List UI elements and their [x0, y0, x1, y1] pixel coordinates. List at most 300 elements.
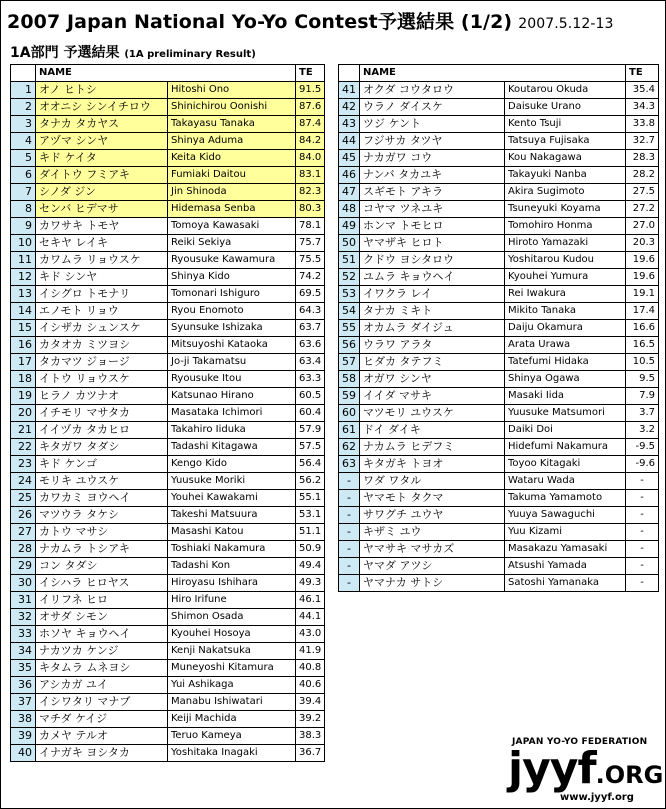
- te-score-cell: 34.3: [626, 99, 659, 116]
- table-row: [11, 677, 325, 694]
- roman-name-cell: Akira Sugimoto: [505, 184, 626, 201]
- kana-name-cell: カタオカ ミツヨシ: [36, 337, 168, 354]
- name-header: NAME: [36, 65, 296, 82]
- rank-cell: 6: [11, 167, 36, 184]
- kana-name-cell: センバ ヒデマサ: [36, 201, 168, 218]
- te-score-cell: 41.9: [296, 643, 325, 660]
- rank-cell: -: [339, 575, 360, 592]
- table-row: [339, 252, 659, 269]
- te-score-cell: 19.6: [626, 252, 659, 269]
- rank-cell: 33: [11, 626, 36, 643]
- roman-name-cell: Teruo Kameya: [168, 728, 296, 745]
- kana-name-cell: アシカガ ユイ: [36, 677, 168, 694]
- roman-name-cell: Wataru Wada: [505, 473, 626, 490]
- kana-name-cell: ユムラ キョウヘイ: [360, 269, 505, 286]
- table-row: [11, 99, 325, 116]
- roman-name-cell: Koutarou Okuda: [505, 82, 626, 99]
- kana-name-cell: マツモリ ユウスケ: [360, 405, 505, 422]
- roman-name-cell: Yuusuke Moriki: [168, 473, 296, 490]
- table-row: [339, 269, 659, 286]
- table-row: [11, 456, 325, 473]
- table-row: [339, 235, 659, 252]
- kana-name-cell: イシザカ シュンスケ: [36, 320, 168, 337]
- table-row: [11, 439, 325, 456]
- kana-name-cell: ヤマサキ マサカズ: [360, 541, 505, 558]
- te-score-cell: 39.2: [296, 711, 325, 728]
- te-score-cell: 57.9: [296, 422, 325, 439]
- roman-name-cell: Takahiro Iiduka: [168, 422, 296, 439]
- table-row: [339, 439, 659, 456]
- kana-name-cell: コン タダシ: [36, 558, 168, 575]
- kana-name-cell: イチモリ マサタカ: [36, 405, 168, 422]
- rank-cell: 46: [339, 167, 360, 184]
- rank-cell: 7: [11, 184, 36, 201]
- rank-cell: 17: [11, 354, 36, 371]
- roman-name-cell: Hidefumi Nakamura: [505, 439, 626, 456]
- te-score-cell: 87.6: [296, 99, 325, 116]
- roman-name-cell: Takayasu Tanaka: [168, 116, 296, 133]
- division-heading: [10, 42, 256, 62]
- table-row: [339, 558, 659, 575]
- roman-name-cell: Fumiaki Daitou: [168, 167, 296, 184]
- table-row: [11, 116, 325, 133]
- roman-name-cell: Keiji Machida: [168, 711, 296, 728]
- division-name: 1A部門 予選結果: [10, 45, 120, 61]
- rank-cell: 62: [339, 439, 360, 456]
- kana-name-cell: タナカ ミキト: [360, 303, 505, 320]
- table-row: [11, 524, 325, 541]
- kana-name-cell: ウラノ ダイスケ: [360, 99, 505, 116]
- logo-word: jyyf: [508, 743, 596, 794]
- table-row: [339, 575, 659, 592]
- kana-name-cell: クドウ ヨシタロウ: [360, 252, 505, 269]
- rank-cell: 30: [11, 575, 36, 592]
- table-row: [11, 507, 325, 524]
- kana-name-cell: キタムラ ムネヨシ: [36, 660, 168, 677]
- te-score-cell: 84.0: [296, 150, 325, 167]
- table-row: [11, 337, 325, 354]
- te-score-cell: 10.5: [626, 354, 659, 371]
- kana-name-cell: オサダ シモン: [36, 609, 168, 626]
- kana-name-cell: ヒダカ タテフミ: [360, 354, 505, 371]
- te-header: TE: [296, 65, 325, 82]
- roman-name-cell: Kento Tsuji: [505, 116, 626, 133]
- logo-suffix: .ORG: [595, 761, 664, 789]
- rank-cell: -: [339, 473, 360, 490]
- roman-name-cell: Hiroto Yamazaki: [505, 235, 626, 252]
- contest-date: 2007.5.12-13: [518, 16, 614, 32]
- kana-name-cell: イイダ マサキ: [360, 388, 505, 405]
- kana-name-cell: アヅマ シンヤ: [36, 133, 168, 150]
- kana-name-cell: イナガキ ヨシタカ: [36, 745, 168, 762]
- te-score-cell: 3.7: [626, 405, 659, 422]
- kana-name-cell: カワムラ リョウスケ: [36, 252, 168, 269]
- roman-name-cell: Satoshi Yamanaka: [505, 575, 626, 592]
- te-score-cell: 49.3: [296, 575, 325, 592]
- kana-name-cell: キタガワ タダシ: [36, 439, 168, 456]
- roman-name-cell: Takuma Yamamoto: [505, 490, 626, 507]
- kana-name-cell: ヤマモト タクマ: [360, 490, 505, 507]
- rank-cell: 37: [11, 694, 36, 711]
- rank-cell: 38: [11, 711, 36, 728]
- table-header-row: [339, 65, 659, 82]
- table-row: [11, 490, 325, 507]
- te-score-cell: 56.4: [296, 456, 325, 473]
- rank-cell: 61: [339, 422, 360, 439]
- table-row: [11, 643, 325, 660]
- rank-cell: 14: [11, 303, 36, 320]
- te-score-cell: 19.1: [626, 286, 659, 303]
- table-row: [339, 507, 659, 524]
- roman-name-cell: Hidemasa Senba: [168, 201, 296, 218]
- table-row: [11, 303, 325, 320]
- table-row: [11, 150, 325, 167]
- te-score-cell: 74.2: [296, 269, 325, 286]
- table-row: [11, 252, 325, 269]
- te-score-cell: 82.3: [296, 184, 325, 201]
- te-score-cell: -: [626, 524, 659, 541]
- kana-name-cell: ヒラノ カツナオ: [36, 388, 168, 405]
- roman-name-cell: Hiro Irifune: [168, 592, 296, 609]
- roman-name-cell: Hitoshi Ono: [168, 82, 296, 99]
- te-score-cell: -: [626, 473, 659, 490]
- te-score-cell: 7.9: [626, 388, 659, 405]
- rank-cell: 58: [339, 371, 360, 388]
- table-row: [11, 592, 325, 609]
- roman-name-cell: Takeshi Matsuura: [168, 507, 296, 524]
- rank-cell: 3: [11, 116, 36, 133]
- kana-name-cell: イシワタリ マナブ: [36, 694, 168, 711]
- rank-cell: 50: [339, 235, 360, 252]
- roman-name-cell: Kou Nakagawa: [505, 150, 626, 167]
- roman-name-cell: Mikito Tanaka: [505, 303, 626, 320]
- rank-cell: 42: [339, 99, 360, 116]
- te-header: TE: [626, 65, 659, 82]
- kana-name-cell: スギモト アキラ: [360, 184, 505, 201]
- roman-name-cell: Tomohiro Honma: [505, 218, 626, 235]
- rank-cell: 63: [339, 456, 360, 473]
- roman-name-cell: Manabu Ishiwatari: [168, 694, 296, 711]
- rank-cell: 43: [339, 116, 360, 133]
- te-score-cell: 35.4: [626, 82, 659, 99]
- te-score-cell: 55.1: [296, 490, 325, 507]
- table-row: [11, 422, 325, 439]
- rank-cell: 5: [11, 150, 36, 167]
- roman-name-cell: Masaki Iida: [505, 388, 626, 405]
- roman-name-cell: Yuusuke Matsumori: [505, 405, 626, 422]
- roman-name-cell: Tomoya Kawasaki: [168, 218, 296, 235]
- table-row: [11, 558, 325, 575]
- kana-name-cell: カワサキ トモヤ: [36, 218, 168, 235]
- te-score-cell: 17.4: [626, 303, 659, 320]
- kana-name-cell: キド ケンゴ: [36, 456, 168, 473]
- te-score-cell: 16.6: [626, 320, 659, 337]
- kana-name-cell: シノダ ジン: [36, 184, 168, 201]
- te-score-cell: 63.6: [296, 337, 325, 354]
- roman-name-cell: Tatsuya Fujisaka: [505, 133, 626, 150]
- table-row: [339, 320, 659, 337]
- rank-cell: 15: [11, 320, 36, 337]
- jyyf-logo: [504, 737, 662, 805]
- roman-name-cell: Tadashi Kitagawa: [168, 439, 296, 456]
- te-score-cell: 56.2: [296, 473, 325, 490]
- te-score-cell: 75.5: [296, 252, 325, 269]
- table-row: [339, 184, 659, 201]
- table-row: [11, 201, 325, 218]
- kana-name-cell: ナカムラ ヒデフミ: [360, 439, 505, 456]
- roman-name-cell: Daiki Doi: [505, 422, 626, 439]
- kana-name-cell: カトウ マサシ: [36, 524, 168, 541]
- kana-name-cell: イワクラ レイ: [360, 286, 505, 303]
- kana-name-cell: エノモト リョウ: [36, 303, 168, 320]
- table-row: [11, 82, 325, 99]
- name-header: NAME: [360, 65, 626, 82]
- table-row: [11, 575, 325, 592]
- kana-name-cell: ワダ ワタル: [360, 473, 505, 490]
- kana-name-cell: コヤマ ツネユキ: [360, 201, 505, 218]
- rank-cell: 29: [11, 558, 36, 575]
- roman-name-cell: Tatefumi Hidaka: [505, 354, 626, 371]
- te-score-cell: 44.1: [296, 609, 325, 626]
- roman-name-cell: Mitsuyoshi Kataoka: [168, 337, 296, 354]
- rank-cell: 28: [11, 541, 36, 558]
- te-score-cell: 39.4: [296, 694, 325, 711]
- roman-name-cell: Shinya Ogawa: [505, 371, 626, 388]
- table-row: [11, 371, 325, 388]
- kana-name-cell: イイヅカ タカヒロ: [36, 422, 168, 439]
- rank-cell: 22: [11, 439, 36, 456]
- kana-name-cell: ウラワ アラタ: [360, 337, 505, 354]
- rank-cell: 52: [339, 269, 360, 286]
- roman-name-cell: Jin Shinoda: [168, 184, 296, 201]
- rank-cell: 24: [11, 473, 36, 490]
- kana-name-cell: ホソヤ キョウヘイ: [36, 626, 168, 643]
- table-row: [339, 303, 659, 320]
- rank-cell: 11: [11, 252, 36, 269]
- rank-cell: 56: [339, 337, 360, 354]
- kana-name-cell: ドイ ダイキ: [360, 422, 505, 439]
- page-title: [7, 7, 614, 34]
- website-url[interactable]: www.jyyf.org: [560, 792, 634, 803]
- rank-cell: 4: [11, 133, 36, 150]
- table-row: [339, 541, 659, 558]
- table-row: [11, 660, 325, 677]
- roman-name-cell: Toshiaki Nakamura: [168, 541, 296, 558]
- roman-name-cell: Kengo Kido: [168, 456, 296, 473]
- roman-name-cell: Youhei Kawakami: [168, 490, 296, 507]
- rank-cell: 27: [11, 524, 36, 541]
- table-row: [339, 354, 659, 371]
- kana-name-cell: ヤマザキ ヒロト: [360, 235, 505, 252]
- rank-cell: 44: [339, 133, 360, 150]
- table-row: [11, 235, 325, 252]
- te-score-cell: -: [626, 541, 659, 558]
- te-score-cell: 36.7: [296, 745, 325, 762]
- table-row: [11, 184, 325, 201]
- results-table-left: [10, 64, 325, 762]
- roman-name-cell: Syunsuke Ishizaka: [168, 320, 296, 337]
- rank-header: [11, 65, 36, 82]
- roman-name-cell: Ryou Enomoto: [168, 303, 296, 320]
- rank-cell: 48: [339, 201, 360, 218]
- rank-cell: 8: [11, 201, 36, 218]
- rank-cell: 57: [339, 354, 360, 371]
- federation-name: JAPAN YO-YO FEDERATION: [512, 737, 648, 747]
- table-row: [11, 133, 325, 150]
- roman-name-cell: Katsunao Hirano: [168, 388, 296, 405]
- kana-name-cell: ナカムラ トシアキ: [36, 541, 168, 558]
- table-row: [11, 405, 325, 422]
- rank-cell: 32: [11, 609, 36, 626]
- table-row: [339, 473, 659, 490]
- table-row: [11, 473, 325, 490]
- kana-name-cell: タカマツ ジョージ: [36, 354, 168, 371]
- rank-cell: 60: [339, 405, 360, 422]
- rank-cell: 35: [11, 660, 36, 677]
- te-score-cell: 20.3: [626, 235, 659, 252]
- rank-cell: 54: [339, 303, 360, 320]
- rank-cell: 25: [11, 490, 36, 507]
- roman-name-cell: Shinichirou Oonishi: [168, 99, 296, 116]
- roman-name-cell: Kenji Nakatsuka: [168, 643, 296, 660]
- table-row: [11, 167, 325, 184]
- rank-cell: 49: [339, 218, 360, 235]
- te-score-cell: 83.1: [296, 167, 325, 184]
- table-row: [11, 269, 325, 286]
- kana-name-cell: ヤマナカ サトシ: [360, 575, 505, 592]
- roman-name-cell: Ryousuke Kawamura: [168, 252, 296, 269]
- kana-name-cell: カメヤ テルオ: [36, 728, 168, 745]
- te-score-cell: 32.7: [626, 133, 659, 150]
- table-row: [339, 150, 659, 167]
- table-row: [11, 728, 325, 745]
- te-score-cell: 19.6: [626, 269, 659, 286]
- results-table-right: [338, 64, 659, 592]
- table-row: [339, 337, 659, 354]
- te-score-cell: 64.3: [296, 303, 325, 320]
- rank-cell: 31: [11, 592, 36, 609]
- roman-name-cell: Kyouhei Yumura: [505, 269, 626, 286]
- te-score-cell: 51.1: [296, 524, 325, 541]
- rank-cell: 59: [339, 388, 360, 405]
- roman-name-cell: Yui Ashikaga: [168, 677, 296, 694]
- rank-cell: 51: [339, 252, 360, 269]
- division-note: (1A preliminary Result): [124, 49, 256, 60]
- te-score-cell: 84.2: [296, 133, 325, 150]
- table-row: [11, 626, 325, 643]
- table-row: [11, 609, 325, 626]
- te-score-cell: 40.6: [296, 677, 325, 694]
- rank-cell: 20: [11, 405, 36, 422]
- kana-name-cell: ツジ ケント: [360, 116, 505, 133]
- rank-cell: 41: [339, 82, 360, 99]
- roman-name-cell: Masashi Katou: [168, 524, 296, 541]
- roman-name-cell: Tadashi Kon: [168, 558, 296, 575]
- kana-name-cell: フジサカ タツヤ: [360, 133, 505, 150]
- te-score-cell: 87.4: [296, 116, 325, 133]
- kana-name-cell: モリキ ユウスケ: [36, 473, 168, 490]
- te-score-cell: -: [626, 507, 659, 524]
- table-row: [339, 422, 659, 439]
- kana-name-cell: ナンバ タカユキ: [360, 167, 505, 184]
- table-row: [339, 371, 659, 388]
- table-row: [11, 711, 325, 728]
- rank-cell: 21: [11, 422, 36, 439]
- roman-name-cell: Yuu Kizami: [505, 524, 626, 541]
- roman-name-cell: Ryousuke Itou: [168, 371, 296, 388]
- roman-name-cell: Takayuki Nanba: [505, 167, 626, 184]
- kana-name-cell: キタガキ トヨオ: [360, 456, 505, 473]
- te-score-cell: 43.0: [296, 626, 325, 643]
- rank-cell: 47: [339, 184, 360, 201]
- rank-cell: 9: [11, 218, 36, 235]
- kana-name-cell: キザミ ユウ: [360, 524, 505, 541]
- rank-cell: 45: [339, 150, 360, 167]
- table-row: [11, 354, 325, 371]
- te-score-cell: 91.5: [296, 82, 325, 99]
- rank-cell: 23: [11, 456, 36, 473]
- kana-name-cell: ナカツカ ケンジ: [36, 643, 168, 660]
- te-score-cell: -: [626, 575, 659, 592]
- roman-name-cell: Muneyoshi Kitamura: [168, 660, 296, 677]
- kana-name-cell: サワグチ ユウヤ: [360, 507, 505, 524]
- te-score-cell: 80.3: [296, 201, 325, 218]
- te-score-cell: 16.5: [626, 337, 659, 354]
- kana-name-cell: マツウラ タケシ: [36, 507, 168, 524]
- kana-name-cell: ダイトウ フミアキ: [36, 167, 168, 184]
- kana-name-cell: オカムラ ダイジュ: [360, 320, 505, 337]
- roman-name-cell: Yuuya Sawaguchi: [505, 507, 626, 524]
- rank-cell: 10: [11, 235, 36, 252]
- table-row: [339, 133, 659, 150]
- rank-cell: -: [339, 507, 360, 524]
- kana-name-cell: イシグロ トモナリ: [36, 286, 168, 303]
- roman-name-cell: Jo-ji Takamatsu: [168, 354, 296, 371]
- table-row: [339, 490, 659, 507]
- table-row: [339, 456, 659, 473]
- roman-name-cell: Tsuneyuki Koyama: [505, 201, 626, 218]
- roman-name-cell: Yoshitarou Kudou: [505, 252, 626, 269]
- table-row: [11, 388, 325, 405]
- te-score-cell: 53.1: [296, 507, 325, 524]
- table-row: [339, 286, 659, 303]
- te-score-cell: 50.9: [296, 541, 325, 558]
- rank-cell: 2: [11, 99, 36, 116]
- te-score-cell: 49.4: [296, 558, 325, 575]
- rank-cell: -: [339, 558, 360, 575]
- rank-header: [339, 65, 360, 82]
- table-row: [11, 320, 325, 337]
- rank-cell: 1: [11, 82, 36, 99]
- title-text: 2007 Japan National Yo-Yo Contest予選結果 (1/2): [7, 11, 513, 33]
- te-score-cell: 60.4: [296, 405, 325, 422]
- table-row: [11, 745, 325, 762]
- kana-name-cell: オノ ヒトシ: [36, 82, 168, 99]
- roman-name-cell: Kyouhei Hosoya: [168, 626, 296, 643]
- kana-name-cell: オガワ シンヤ: [360, 371, 505, 388]
- roman-name-cell: Tomonari Ishiguro: [168, 286, 296, 303]
- roman-name-cell: Masataka Ichimori: [168, 405, 296, 422]
- kana-name-cell: タナカ タカヤス: [36, 116, 168, 133]
- rank-cell: 40: [11, 745, 36, 762]
- te-score-cell: 27.5: [626, 184, 659, 201]
- te-score-cell: -: [626, 490, 659, 507]
- kana-name-cell: イトウ リョウスケ: [36, 371, 168, 388]
- te-score-cell: 27.0: [626, 218, 659, 235]
- te-score-cell: 27.2: [626, 201, 659, 218]
- te-score-cell: -9.6: [626, 456, 659, 473]
- rank-cell: 39: [11, 728, 36, 745]
